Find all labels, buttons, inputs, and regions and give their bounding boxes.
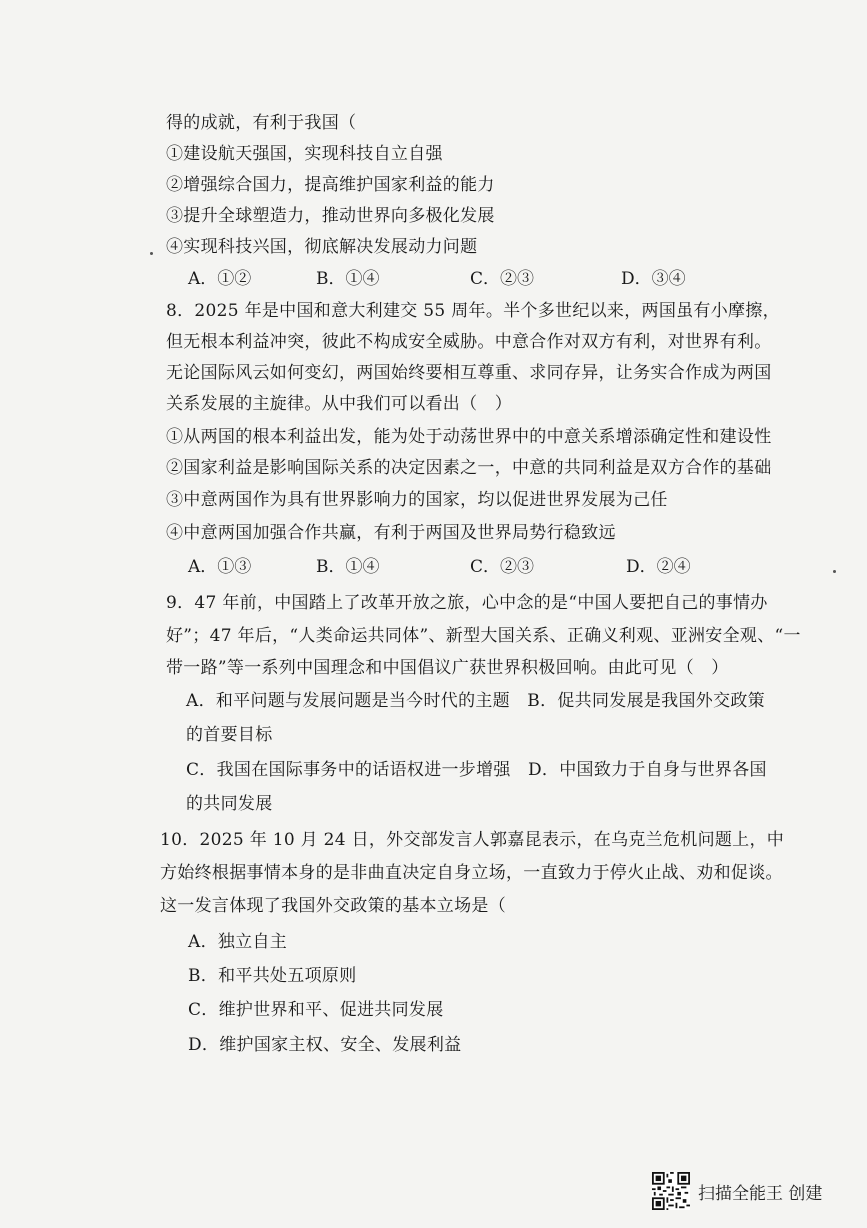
q10-stem-line-2: 方始终根据事情本身的是非曲直决定自身立场，一直致力于停火止战、劝和促谈。 bbox=[160, 863, 783, 883]
qr-code-icon bbox=[652, 1172, 690, 1210]
scan-speck bbox=[833, 570, 836, 573]
q9-stem-line-1: 9．47 年前，中国踏上了改革开放之旅，心中念的是“中国人要把自己的事情办 bbox=[166, 593, 768, 613]
q10-option-d: D．维护国家主权、安全、发展利益 bbox=[188, 1035, 462, 1055]
q9-option-line-4: 的共同发展 bbox=[186, 794, 273, 814]
q10-stem-line-1: 10．2025 年 10 月 24 日，外交部发言人郭嘉昆表示，在乌克兰危机问题上，中 bbox=[160, 830, 785, 850]
q8-item-1: ①从两国的根本利益出发，能为处于动荡世界中的中意关系增添确定性和建设性 bbox=[166, 427, 772, 447]
q8-stem-line-4: 关系发展的主旋律。从中我们可以看出（ ） bbox=[166, 394, 512, 414]
q7-item-3: ③提升全球塑造力，推动世界向多极化发展 bbox=[166, 206, 495, 226]
q8-option-a: A．①③ bbox=[188, 557, 252, 577]
q10-option-b: B．和平共处五项原则 bbox=[188, 966, 357, 986]
q8-stem-line-3: 无论国际风云如何变幻，两国始终要相互尊重、求同存异，让务实合作成为两国 bbox=[166, 363, 772, 383]
q7-option-c: C．②③ bbox=[470, 269, 535, 289]
q10-option-c: C．维护世界和平、促进共同发展 bbox=[188, 1000, 444, 1020]
q7-item-2: ②增强综合国力，提高维护国家利益的能力 bbox=[166, 175, 495, 195]
q8-option-b: B．①④ bbox=[316, 557, 380, 577]
q7-option-b: B．①④ bbox=[316, 269, 380, 289]
q8-option-c: C．②③ bbox=[470, 557, 535, 577]
q9-option-line-1: A．和平问题与发展问题是当今时代的主题 B．促共同发展是我国外交政策 bbox=[186, 691, 765, 711]
q9-stem-line-2: 好”；47 年后，“人类命运共同体”、新型大国关系、正确义利观、亚洲安全观、“一 bbox=[166, 626, 801, 646]
q9-option-line-2: 的首要目标 bbox=[186, 725, 273, 745]
q8-stem-line-2: 但无根本利益冲突，彼此不构成安全威胁。中意合作对双方有利，对世界有利。 bbox=[166, 332, 772, 352]
q10-stem-line-3: 这一发言体现了我国外交政策的基本立场是（ bbox=[160, 896, 506, 916]
q10-option-a: A．独立自主 bbox=[188, 932, 288, 952]
scanner-watermark bbox=[652, 1171, 822, 1211]
q9-option-line-3: C．我国在国际事务中的话语权进一步增强 D．中国致力于自身与世界各国 bbox=[186, 760, 767, 780]
scan-speck bbox=[150, 252, 153, 255]
q7-item-4: ④实现科技兴国，彻底解决发展动力问题 bbox=[166, 237, 478, 257]
scanner-brand-text: 扫描全能王 创建 bbox=[698, 1183, 823, 1204]
q7-option-d: D．③④ bbox=[621, 269, 686, 289]
q8-item-3: ③中意两国作为具有世界影响力的国家，均以促进世界发展为己任 bbox=[166, 490, 668, 510]
q7-stem-end: 得的成就，有利于我国（ bbox=[166, 113, 357, 133]
q8-item-4: ④中意两国加强合作共赢，有利于两国及世界局势行稳致远 bbox=[166, 523, 616, 543]
q7-option-a: A．①② bbox=[188, 269, 252, 289]
q8-stem-line-1: 8．2025 年是中国和意大利建交 55 周年。半个多世纪以来，两国虽有小摩擦， bbox=[166, 301, 780, 321]
q7-item-1: ①建设航天强国，实现科技自立自强 bbox=[166, 144, 443, 164]
q8-option-d: D．②④ bbox=[626, 557, 691, 577]
q8-item-2: ②国家利益是影响国际关系的决定因素之一，中意的共同利益是双方合作的基础 bbox=[166, 458, 772, 478]
q9-stem-line-3: 带一路”等一系列中国理念和中国倡议广获世界积极回响。由此可见（ ） bbox=[166, 658, 729, 678]
